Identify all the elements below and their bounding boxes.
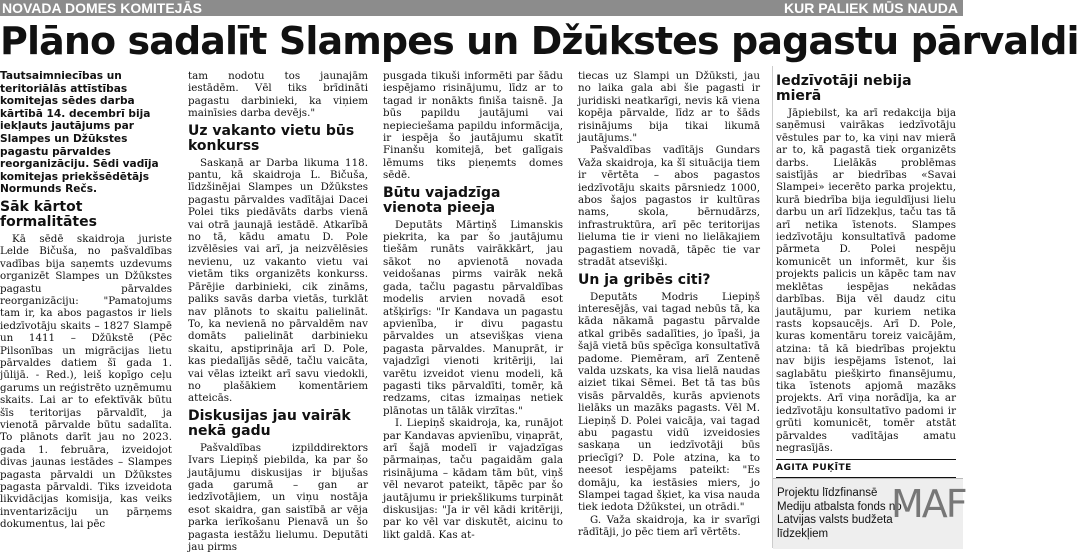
paragraph: Pašvaldības vadītājs Gundars Važa skaidroja, ka šī situācija tiem ir vērtēta – abos pagastos iedzīvotāju skaits pārsniedz 1000, abos šajos pagastos ir kultūras nams, skola, bērnudārzs, infrastruktūra, arī pēc teritorijas lieluma tie ir vieni no lielākajiem pagastiem novadā, tāpēc tie var stradāt atsevišķi. — [578, 144, 760, 269]
subheading-unified-approach: Būtu vajadzīga vienota pieeja — [383, 184, 501, 216]
paragraph: Jāpiebilst, ka arī redakcija bija saņēmusi vairākas iedzīvotāju vēstules par to, ka viņi nav mierā ar to, kā pagastā tiek organizēts darbs. Lielākās problēmas saistījās ar biedrības «Savai Slampei» iecerēto parka projektu, kurā biedrība bija ieguldījusi lielu darbu un arī līdzekļus, taču tas tā arī netika īstenots. Slampes iedzīvotāju konsultatīvā padome pārmeta D. Polei nespēju komunicēt un informēt, kur šis projekts palicis un kāpēc tam nav meklētas iespējas nekādas darbības. Bija vēl daudz citu jautājumu, par kuriem netika rasts kopsaucējs. Arī D. Pole, kuras komentāru toreiz vaicājām, atzina: tā kā biedrības projektu nav bijis iespējams īstenot, lai saglabātu piešķirto finansējumu, tika īstenots apjomā mazāks projekts. Arī viņa norādīja, ka ar iedzīvotāju konsultatīvo padomi ir grūti komunicēt, tomēr atstāt pārvaldes vadītājas amatu negrasījās. — [776, 107, 956, 454]
section-label: NOVADA DOMES KOMITEJĀS — [2, 0, 202, 16]
paragraph: pusgada tikuši informēti par šādu iespējamo risinājumu, līdz ar to tagad ir nonākts finiša taisnē. Ja būs papildu jautājumi vai nepieciešama papildu informācija, ir iespēja šo jautājumu skatīt Finanšu komitejā, bet galīgais lēmums tiks pieņemts domes sēdē. — [383, 70, 563, 182]
subheading-others: Un ja gribēs citi? — [578, 271, 711, 288]
paragraph: Kā sēdē skaidroja juriste Lelde Bičuša, no pašvaldības vadības bija saņemts uzdevums organizēt Slampes un Džūkstes pagastu pārvaldes reorganizāciju: "Pamatojums tam ir, ka abos pagastos ir liels iedzīvotāju skaits – 1827 Slampē un 1411 – Džūkstē (Pēc Pilsonības un migrācijas lietu pārvaldes datiem šī gada 1. jūlijā. - Red.), leiš kopīgo ceļu garums un reģistrēto uzņēmumu skaits. Lai ar to efektīvāk būtu šīs teritorijas pārvaldīt, ja vienotā pārvalde būtu sadalīta. To plānots darīt jau no 2023. gada 1. februāra, izveidojot divas jaunas iestādes – Slampes pagasta pārvaldi un Džūkstes pagasta pārvaldi. Tiks izveidota likvidācijas komisija, kas veiks inventarizāciju un pārņems dokumentus, lai pēc — [0, 232, 172, 531]
column-2 — [188, 70, 368, 553]
paragraph: tiecas uz Slampi un Džūksti, jau no laika gala abi šie pagasti ir juridiski neatkarīgi, nevis kā viena kopēja pārvalde, līdz ar to šāds risinājums bija tikai likumā jautājums." — [578, 70, 760, 145]
paragraph: G. Važa skaidroja, ka ir svarīgi rādītāji, jo pēc tiem arī vērtēts. — [578, 513, 760, 539]
maf-logo: MAF — [891, 482, 966, 526]
column-1 — [0, 70, 172, 548]
paragraph: tam nodotu tos jaunajām iestādēm. Vēl tiks brīdināti pagastu darbinieki, ka viņiem mainīsies darba devējs." — [188, 70, 368, 120]
paragraph: Pašvaldības izpilddirektors Ivars Liepiņš piebilda, ka par šo jautājumu diskusijas ir bijušas gada garumā – gan ar iedzīvotājiem, un viņu nostāja esot skaidra, gan saistībā ar vēja parka ierīkošanu Pienavā un šo pagasta iestāžu lielumu. Deputāti jau pirms — [188, 441, 368, 553]
subheading-vacancy: Uz vakanto vietu būs konkurss — [188, 122, 355, 154]
paragraph: I. Liepiņš skaidroja, ka, runājot par Kandavas apvienību, viņaprāt, arī šajā modelī ir vajadzīgas pārmaiņas, taču pagaidām gala risinājuma – kādam tām būt, viņš vēl nevarot pateikt, tāpēc par šo jautājumu ir priekšlikums turpināt diskusijas: "Ja ir vēl kādi kritēriji, par ko vēl var diskutēt, aicinu to likt galdā. Kas at- — [383, 417, 563, 541]
article-headline: Plāno sadalīt Slampes un Džūkstes pagastu pārvaldi — [0, 19, 1079, 63]
funding-box — [773, 478, 966, 549]
column-5 — [776, 70, 956, 474]
column-3 — [383, 70, 563, 548]
lead-paragraph — [0, 70, 172, 196]
funding-text: Projektu līdzfinansē Mediju atbalsta fonds no Latvijas valsts budžeta līdzekļiem — [777, 487, 902, 540]
subheading-residents: Iedzīvotāji nebija mierā — [776, 73, 912, 104]
column-divider — [772, 66, 773, 548]
author-byline: AGITA PUĶĪTE — [776, 459, 956, 477]
paragraph: Deputāts Modris Liepiņš interesējās, vai tagad nebūs tā, ka kāda nākamā pagastu pārvalde atkal gribēs sadalīties, jo īpaši, ja šajā vietā būs spēcīga konsultatīvā padome. Piemēram, arī Zentenē valda uzskats, ka visa lielā naudas aiziet tikai Sēmei. Bet tā tas būs visās pārvaldēs, kurās apvienots lielāks un mazāks pagasts. Vēl M. Liepiņš D. Polei vaicāja, vai tagad abu pagastu vidū izveidosies saskaņa un iedzīvotāji būs priecīgi? D. Pole atzina, ka to neesot iespējams pateikt: "Es domāju, ka iestāsies miers, jo Slampei tagad šķiet, ka visa nauda tiek iedota Džūkstei, un otrādi." — [578, 290, 760, 514]
section-label-right: KUR PALIEK MŪS NAUDA — [784, 0, 958, 16]
paragraph: Deputāts Mārtiņš Limanskis piekrita, ka par šo jautājumu tiešām runāts vairākkārt, jau sākot no apvienotā novada veidošanas pirms vairāk nekā gada, tačlu pagastu pārvaldības modelis arvien novadā esot atšķirīgs: "Ir Kandava un pagastu apvienība, ir divu pagastu pārvaldes un atsevišķas viena pagasta pārvaldes. Manuprāt, ir vajadzīgi vienoti kritēriji, lai varētu izveidot vienu modeli, kā pagasti tiks pārvaldīti, tomēr, kā redzams, citas izmaiņas netiek plānotas un tālāk virzītas." — [383, 218, 563, 417]
paragraph: Saskaņā ar Darba likuma 118. pantu, kā skaidroja L. Bičuša, līdzšinējai Slampes un Džūkstes pagastu pārvaldes vadītājai Dacei Polei tiks piedāvāts darbs vienā vai otrā jaunajā iestādē. Atkarībā no tā, kādu amatu D. Pole izvēlēsies vai arī, ja neizvēlēsies nevienu, uz vakanto vietu vai vietām tiks organizēts konkurss. Pārējie darbinieki, cik zināms, paliks savās darba vietās, turklāt nav plānots to skaitu palielināt. To, ka nevienā no pārvaldēm nav domāts palielināt darbinieku skaitu, apstiprināja arī D. Pole, kas piedalījās sēdē, tačlu vaicāta, vai vēlas izteikt arī savu viedokli, no plašākiem komentāriem atteicās. — [188, 156, 368, 405]
lead-text: Tautsaimniecības un teritoriālās attīstības komitejas sēdes darba kārtībā 14. decembrī bija iekļauts jautājums par Slampes un Džūkstes pagastu pārvaldes reorganizāciju. Sēdi vadīja komitejas priekšsēdētājs Normunds Rečs. — [0, 70, 159, 196]
subheading-discussions: Diskusijas jau vairāk nekā gadu — [188, 407, 351, 439]
column-4 — [578, 70, 760, 548]
subheading-formalities: Sāk kārtot formalitātes — [0, 198, 97, 230]
